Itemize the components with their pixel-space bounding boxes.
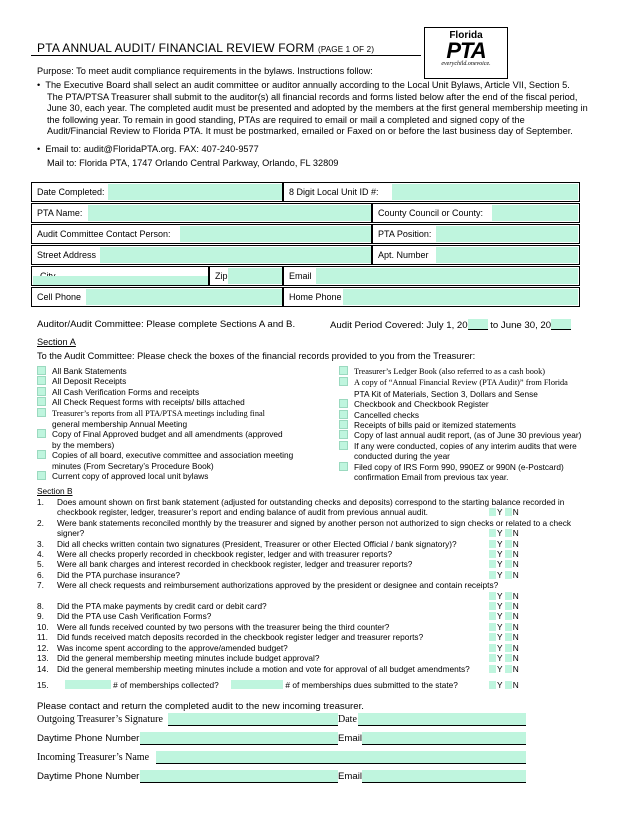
bullet-icon: •	[37, 144, 46, 154]
date-completed-input[interactable]	[108, 184, 282, 200]
yn-toggle[interactable]: Y N	[489, 559, 519, 569]
list-item[interactable]: A copy of “Annual Financial Review (PTA Audit)” from Florida	[339, 377, 609, 388]
checkbox[interactable]	[37, 387, 46, 396]
question-number: 5.	[37, 559, 44, 570]
question-text: Did the general membership meeting minutes include budget approval?	[57, 653, 320, 664]
checkbox[interactable]	[37, 366, 46, 375]
title-rule	[31, 55, 421, 56]
checkbox[interactable]	[339, 441, 348, 450]
date-label: Date	[338, 714, 357, 725]
list-item[interactable]: Copies of all board, executive committee and association meeting	[37, 450, 337, 460]
city-input[interactable]	[33, 276, 208, 285]
yn-toggle[interactable]: Y N	[489, 570, 519, 580]
checkbox[interactable]	[339, 430, 348, 439]
list-item[interactable]: Copy of last annual audit report, (as of June 30 previous year)	[339, 430, 609, 440]
audit-period: Audit Period Covered: July 1, 20 to June 30, 20	[330, 319, 571, 332]
home-phone-label: Home Phone	[283, 287, 580, 307]
checkbox[interactable]	[339, 462, 348, 471]
question-row	[37, 653, 597, 663]
date-completed-label: Date Completed:	[31, 182, 283, 202]
page-note: (PAGE 1 OF 2)	[317, 45, 375, 54]
incoming-name-label: Incoming Treasurer’s Name	[37, 752, 150, 763]
question-row	[37, 622, 597, 632]
form-title: PTA ANNUAL AUDIT/ FINANCIAL REVIEW FORM	[37, 41, 315, 55]
memberships-submitted-input[interactable]	[231, 680, 283, 689]
checkbox[interactable]	[37, 397, 46, 406]
email-input-sig[interactable]	[362, 732, 526, 745]
question-row	[37, 643, 597, 653]
checkbox[interactable]	[37, 450, 46, 459]
list-item[interactable]: Treasurer’s Ledger Book (also referred to as a cash book)	[339, 366, 609, 377]
list-item[interactable]: Treasurer’s reports from all PTA/PTSA meetings including final	[37, 408, 337, 419]
question-row	[37, 559, 597, 569]
question-number: 7.	[37, 580, 44, 591]
question-row	[37, 664, 597, 674]
question-row	[37, 570, 597, 580]
street-address-input[interactable]	[100, 247, 371, 263]
outgoing-signature-input[interactable]	[168, 713, 338, 726]
yn-toggle[interactable]: Y N	[489, 601, 519, 611]
contact-person-label: Audit Committee Contact Person:	[31, 224, 372, 244]
instructions-bullet-1: • The Executive Board shall select an audit committee or auditor annually according to the Local Unit Bylaws, Article VII, Section 5. The PTA/PTSA Treasurer shall submit to the auditor(s) all financial records and forms listed below after the end of the fiscal period, June 30, each year. The completed audit must be presented and adopted by the members at the first general membership meeting in the following year. To remain in good standing, PTAs are required to email or mail a completed and signed copy of the Audit/Financial Review to Florida PTA. It must be postmarked, emailed or Faxed on or before the last business day of September.	[37, 80, 588, 136]
list-item[interactable]: Current copy of approved local unit bylaws	[37, 471, 337, 481]
checkbox[interactable]	[339, 377, 348, 386]
section-a-right-list	[339, 366, 609, 482]
email-label-sig: Email	[338, 733, 362, 744]
question-row	[37, 611, 597, 621]
section-a-heading: Section A	[37, 337, 76, 347]
list-item[interactable]: All Deposit Receipts	[37, 376, 337, 386]
section-a-instruction: To the Audit Committee: Please check the boxes of the financial records provided to you from the Treasurer:	[37, 351, 476, 361]
list-item-cont: confirmation Email from previous tax year.	[354, 472, 509, 483]
street-address-label: Street Address	[31, 245, 372, 265]
county-council-label: County Council or County:	[372, 203, 580, 223]
list-item[interactable]: If any were conducted, copies of any interim audits that were	[339, 441, 609, 451]
question-text: Did the PTA make payments by credit card or debit card?	[57, 601, 267, 612]
question-text: Does amount shown on first bank statement (adjusted for outstanding checks and deposits) correspond to the starting balance recorded in	[57, 497, 565, 507]
question-text: Was income spent according to the approve/amended budget?	[57, 642, 288, 653]
cell-phone-label: Cell Phone	[31, 287, 283, 307]
yn-toggle[interactable]: Y N	[489, 507, 519, 517]
section-b-questions	[37, 497, 597, 674]
logo-tagline: everychild.onevoice.	[441, 61, 491, 67]
cell-phone-input[interactable]	[86, 289, 282, 305]
incoming-name-input[interactable]	[156, 751, 526, 764]
yn-toggle[interactable]: Y N	[489, 622, 519, 632]
question-text: Were bank statements reconciled monthly by the treasurer and signed by another person not authorized to sign checks or related to a check	[57, 517, 572, 528]
page-title	[37, 41, 374, 55]
checkbox[interactable]	[37, 429, 46, 438]
period-start-year-input[interactable]	[468, 319, 488, 330]
yn-toggle[interactable]: Y N	[489, 539, 519, 549]
email-fax-line: • Email to: audit@FloridaPTA.org. FAX: 407-240-9577	[37, 144, 259, 154]
question-row	[37, 601, 597, 611]
list-item-cont: minutes (From Secretary’s Procedure Book)	[52, 460, 214, 471]
question-number: 4.	[37, 549, 44, 560]
email-input-sig-2[interactable]	[362, 770, 526, 783]
daytime-phone-label: Daytime Phone Number	[37, 733, 140, 744]
home-phone-input[interactable]	[343, 289, 578, 305]
logo-pta: PTA	[446, 38, 486, 63]
checkbox[interactable]	[37, 376, 46, 385]
daytime-phone-input[interactable]	[140, 732, 338, 745]
question-text: Were all check requests and reimbursement authorizations approved by the president or designee and contain receipts?	[57, 580, 499, 591]
question-text: Did funds received match deposits recorded in the checkbook register ledger and treasurer reports?	[57, 632, 424, 643]
return-instruction: Please contact and return the completed audit to the new incoming treasurer.	[37, 701, 364, 712]
period-end-year-input[interactable]	[551, 319, 571, 330]
yn-toggle[interactable]: Y N	[489, 680, 519, 690]
yn-toggle[interactable]: Y N	[489, 549, 519, 559]
checkbox[interactable]	[339, 399, 348, 408]
daytime-phone-input-2[interactable]	[140, 770, 338, 783]
outgoing-signature-label: Outgoing Treasurer’s Signature	[37, 714, 163, 725]
contact-person-input[interactable]	[180, 226, 371, 242]
checkbox[interactable]	[37, 408, 46, 417]
question-text: Were all funds received counted by two persons with the treasurer being the third counter?	[57, 621, 390, 632]
apt-number-label: Apt. Number	[372, 245, 580, 265]
auditor-instruction: Auditor/Audit Committee: Please complete Sections A and B.	[37, 319, 296, 330]
question-number: 11.	[37, 632, 48, 643]
list-item[interactable]: Receipts of bills paid or itemized statements	[339, 420, 609, 430]
list-item[interactable]: All Bank Statements	[37, 366, 337, 376]
logo-state: Florida	[449, 30, 483, 41]
local-unit-id-label: 8 Digit Local Unit ID #:	[283, 182, 580, 202]
question-number: 10.	[37, 621, 49, 632]
yn-toggle[interactable]: Y N	[489, 611, 519, 621]
yn-toggle[interactable]: Y N	[489, 528, 519, 538]
question-number: 13.	[37, 653, 49, 664]
question-number: 6.	[37, 569, 44, 580]
yn-toggle[interactable]: Y N	[489, 664, 519, 674]
apt-number-input[interactable]	[436, 247, 578, 263]
question-text: checkbook register, ledger, treasurer’s report and ending balance of audit from previous annual audit.	[57, 507, 428, 518]
pta-name-label: PTA Name:	[31, 203, 372, 223]
question-text: Were all checks properly recorded in checkbook register, ledger and with treasurer reports?	[57, 549, 393, 560]
question-number: 1.	[37, 497, 44, 507]
question-row	[37, 580, 597, 601]
question-text: signer?	[57, 528, 85, 539]
local-unit-id-input[interactable]	[392, 184, 578, 200]
question-row	[37, 539, 597, 549]
bullet-icon: •	[37, 80, 46, 90]
checkbox[interactable]	[339, 410, 348, 419]
yn-toggle[interactable]: Y N	[489, 591, 519, 601]
list-item-cont: PTA Kit of Materials, Section 3, Dollars and Sense	[354, 388, 538, 399]
email-input[interactable]	[316, 268, 578, 284]
list-item-cont: conducted during the year	[354, 451, 450, 462]
question-text: Were all bank charges and interest recorded in checkbook register, ledger and treasurer reports?	[57, 559, 413, 570]
list-item[interactable]: Filed copy of IRS Form 990, 990EZ or 990N (e-Postcard)	[339, 462, 609, 472]
yn-toggle[interactable]: Y N	[489, 653, 519, 663]
question-row	[37, 518, 597, 539]
memberships-collected-input[interactable]	[65, 680, 111, 689]
county-council-input[interactable]	[492, 205, 578, 221]
question-number: 2.	[37, 517, 44, 528]
question-text: Did the general membership meeting minutes include a motion and vote for approval of all budget amendments?	[57, 663, 470, 674]
yn-toggle[interactable]: Y N	[489, 643, 519, 653]
email-label-sig-2: Email	[338, 771, 362, 782]
section-b-heading: Section B	[37, 486, 73, 496]
question-number: 3.	[37, 538, 44, 549]
list-item-cont: by the members)	[52, 439, 115, 450]
list-item[interactable]: All Check Request forms with receipts/ bills attached	[37, 397, 337, 407]
question-number: 9.	[37, 611, 44, 622]
checkbox[interactable]	[339, 366, 348, 375]
question-15: 15. # of memberships collected? # of memberships dues submitted to the state? Y N	[37, 680, 519, 690]
email-label: Email	[283, 266, 580, 286]
list-item[interactable]: Cancelled checks	[339, 410, 609, 420]
list-item[interactable]: All Cash Verification Forms and receipts	[37, 387, 337, 397]
question-number: 12.	[37, 642, 49, 653]
purpose-text: Purpose: To meet audit compliance requirements in the bylaws. Instructions follow:	[37, 66, 373, 76]
date-input[interactable]	[358, 713, 526, 726]
checkbox[interactable]	[37, 471, 46, 480]
florida-pta-logo	[424, 27, 508, 79]
question-row	[37, 549, 597, 559]
pta-name-input[interactable]	[88, 205, 371, 221]
pta-position-label: PTA Position:	[372, 224, 580, 244]
yn-toggle[interactable]: Y N	[489, 632, 519, 642]
section-a-left-list	[37, 366, 337, 481]
list-item[interactable]: Checkbook and Checkbook Register	[339, 399, 609, 409]
question-number: 8.	[37, 601, 44, 612]
zip-input[interactable]	[228, 268, 282, 284]
list-item[interactable]: Copy of Final Approved budget and all amendments (approved	[37, 429, 337, 439]
question-text: Did the PTA use Cash Verification Forms?	[57, 611, 212, 622]
question-text: Did the PTA purchase insurance?	[57, 569, 180, 580]
question-text: Did all checks written contain two signatures (President, Treasurer or other Elected Official / bank signatory)?	[57, 538, 457, 549]
zip-label: Zip	[209, 266, 283, 286]
question-row	[37, 632, 597, 642]
checkbox[interactable]	[339, 420, 348, 429]
list-item-cont: general membership Annual Meeting	[52, 419, 188, 430]
question-number: 14.	[37, 663, 49, 674]
question-row	[37, 497, 597, 518]
daytime-phone-label-2: Daytime Phone Number	[37, 771, 140, 782]
pta-position-input[interactable]	[436, 226, 578, 242]
mail-line: Mail to: Florida PTA, 1747 Orlando Central Parkway, Orlando, FL 32809	[47, 158, 339, 168]
